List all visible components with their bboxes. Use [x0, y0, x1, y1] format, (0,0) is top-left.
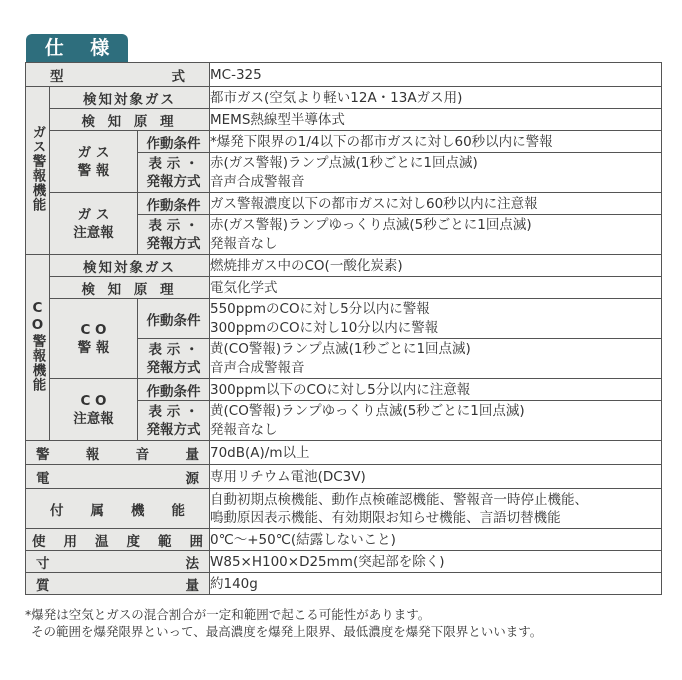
weight-value: 約140g [210, 573, 662, 595]
label-char: 寸 [36, 555, 50, 572]
co-caution-cond-label: 作動条件 [138, 379, 210, 401]
row-temp [26, 529, 662, 551]
gas-caution-disp-value-1: 赤(ガス警報)ランプゆっくり点滅(5秒ごとに1回点滅) [210, 215, 662, 235]
co-alarm-cond-value-2: 300ppmのCOに対し10分以内に警報 [210, 319, 662, 339]
co-group-label: CO警報機能 [26, 255, 50, 441]
label-char: 式 [171, 68, 185, 85]
label-char: 報 [85, 446, 100, 463]
gas-caution-disp-label: 表 示 ・ 発報方式 [138, 215, 210, 255]
label-char: 用 [63, 533, 77, 550]
volume-value: 70dB(A)/m以上 [210, 441, 662, 465]
co-caution-disp-value-2: 発報音なし [210, 421, 662, 441]
temp-value: 0℃〜+50℃(結露しないこと) [210, 529, 662, 551]
label-char: 度 [126, 533, 140, 550]
row-power [26, 465, 662, 489]
model-value: MC-325 [210, 63, 662, 87]
gas-caution-label: ガ ス 注意報 [50, 193, 138, 255]
label-char: 電 [36, 470, 50, 487]
label-char: 機 [131, 502, 145, 519]
row-co-principle [26, 277, 662, 299]
gas-caution-cond-label: 作動条件 [138, 193, 210, 215]
gas-alarm-disp-label: 表 示 ・ 発報方式 [138, 153, 210, 193]
co-target-label: 検知対象ガス [50, 255, 210, 277]
row-gas-target [26, 87, 662, 109]
co-alarm-cond-value-1: 550ppmのCOに対し5分以内に警報 [210, 299, 662, 319]
row-co-caution-cond [26, 379, 662, 401]
size-value: W85×H100×D25mm(突起部を除く) [210, 551, 662, 573]
gas-alarm-disp-value-1: 赤(ガス警報)ランプ点滅(1秒ごとに1回点滅) [210, 153, 662, 173]
label-char: 警 [36, 446, 50, 463]
gas-caution-cond-value: ガス警報濃度以下の都市ガスに対し60秒以内に注意報 [210, 193, 662, 215]
gas-alarm-cond-label: 作動条件 [138, 131, 210, 153]
label-char: 型 [50, 68, 64, 85]
label-char: 使 [32, 533, 46, 550]
extras-value-1: 自動初期点検機能、動作点検確認機能、警報音一時停止機能、 [210, 491, 588, 508]
label-char: 量 [185, 446, 199, 463]
row-volume [26, 441, 662, 465]
spec-table [25, 62, 662, 595]
gas-alarm-cond-value: *爆発下限界の1/4以下の都市ガスに対し60秒以内に警報 [210, 131, 662, 153]
gas-principle-value: MEMS熱線型半導体式 [210, 109, 662, 131]
row-weight [26, 573, 662, 595]
co-alarm-disp-value-2: 音声合成警報音 [210, 359, 662, 379]
footnote-line-2: その範囲を爆発限界といって、最高濃度を爆発上限界、最低濃度を爆発下限界といいます。 [31, 624, 543, 639]
row-size [26, 551, 662, 573]
label-char: 音 [135, 446, 150, 463]
extras-value-2: 鳴動原因表示機能、有効期限お知らせ機能、言語切替機能 [210, 509, 561, 526]
gas-alarm-label: ガ ス 警 報 [50, 131, 138, 193]
row-model [26, 63, 662, 87]
footnote-line-1: *爆発は空気とガスの混合割合が一定和範囲で起こる可能性があります。 [25, 607, 431, 622]
label-char: 法 [185, 555, 199, 572]
co-caution-cond-value: 300ppm以下のCOに対し5分以内に注意報 [210, 379, 662, 401]
co-alarm-disp-value-1: 黄(CO警報)ランプ点滅(1秒ごとに1回点滅) [210, 339, 662, 359]
row-gas-alarm-cond [26, 131, 662, 153]
gas-target-value: 都市ガス(空気より軽い12A・13Aガス用) [210, 87, 662, 109]
label-char: 属 [90, 502, 104, 519]
gas-caution-disp-value-2: 発報音なし [210, 235, 662, 255]
label-char: 付 [50, 502, 64, 519]
label-char: 質 [36, 577, 50, 594]
row-extras [26, 489, 662, 529]
co-principle-value: 電気化学式 [210, 277, 662, 299]
label-char: 温 [95, 533, 109, 550]
co-caution-disp-value-1: 黄(CO警報)ランプゆっくり点滅(5秒ごとに1回点滅) [210, 401, 662, 421]
gas-target-label: 検知対象ガス [50, 87, 210, 109]
label-char: 源 [185, 470, 199, 487]
co-alarm-label: C O 警 報 [50, 299, 138, 379]
footnotes [25, 606, 542, 640]
row-gas-principle [26, 109, 662, 131]
gas-group-label: ガス警報機能 [26, 87, 50, 255]
co-alarm-disp-label: 表 示 ・ 発報方式 [138, 339, 210, 379]
gas-principle-label: 検 知 原 理 [50, 109, 210, 131]
co-caution-label: C O 注意報 [50, 379, 138, 441]
row-co-alarm-cond [26, 299, 662, 319]
label-char: 囲 [189, 533, 203, 550]
gas-alarm-disp-value-2: 音声合成警報音 [210, 173, 662, 193]
section-title: 仕 様 [26, 34, 128, 62]
row-gas-caution-cond [26, 193, 662, 215]
label-char: 範 [158, 533, 172, 550]
co-caution-disp-label: 表 示 ・ 発報方式 [138, 401, 210, 441]
co-principle-label: 検 知 原 理 [50, 277, 210, 299]
label-char: 能 [171, 502, 185, 519]
row-co-target [26, 255, 662, 277]
power-value: 専用リチウム電池(DC3V) [210, 465, 662, 489]
label-char: 量 [185, 577, 199, 594]
co-target-value: 燃焼排ガス中のCO(一酸化炭素) [210, 255, 662, 277]
co-alarm-cond-label: 作動条件 [138, 299, 210, 339]
